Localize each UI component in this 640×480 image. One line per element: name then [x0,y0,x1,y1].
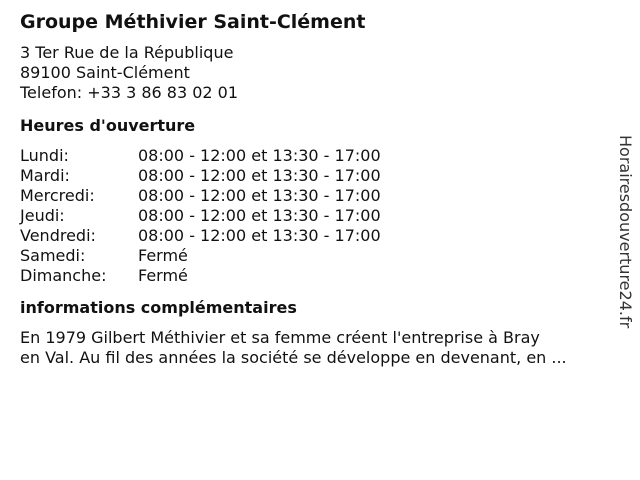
hours-row-vendredi [20,226,610,246]
business-name: Groupe Méthivier Saint-Clément [20,11,366,33]
hours-row-dimanche [20,266,610,286]
hours-row-samedi [20,246,610,266]
info-line: En 1979 Gilbert Méthivier et sa femme créent l'entreprise à Bray [20,328,540,347]
time-value: 08:00 - 12:00 et 13:30 - 17:00 [138,166,381,185]
day-label: Vendredi: [20,226,96,245]
hours-row-mardi [20,166,610,186]
hours-row-jeudi [20,206,610,226]
day-label: Jeudi: [20,206,65,225]
hours-table [20,146,610,286]
time-value: 08:00 - 12:00 et 13:30 - 17:00 [138,146,381,165]
hours-row-lundi [20,146,610,166]
day-label: Lundi: [20,146,69,165]
hours-heading: Heures d'ouverture [20,116,196,135]
day-label: Samedi: [20,246,86,265]
time-value: Fermé [138,266,188,285]
day-label: Dimanche: [20,266,107,285]
info-heading: informations complémentaires [20,298,297,317]
time-value: Fermé [138,246,188,265]
day-label: Mardi: [20,166,70,185]
time-value: 08:00 - 12:00 et 13:30 - 17:00 [138,206,381,225]
address-block [20,43,610,103]
info-line: en Val. Au fil des années la société se développe en devenant, en ... [20,348,567,367]
business-card [20,10,610,368]
city-postal: 89100 Saint-Clément [20,63,190,82]
day-label: Mercredi: [20,186,95,205]
street-address: 3 Ter Rue de la République [20,43,234,62]
phone-number: Telefon: +33 3 86 83 02 01 [20,83,239,102]
time-value: 08:00 - 12:00 et 13:30 - 17:00 [138,226,381,245]
time-value: 08:00 - 12:00 et 13:30 - 17:00 [138,186,381,205]
info-description [20,328,610,368]
site-watermark: Horairesdouverture24.fr [616,135,635,329]
hours-row-mercredi [20,186,610,206]
